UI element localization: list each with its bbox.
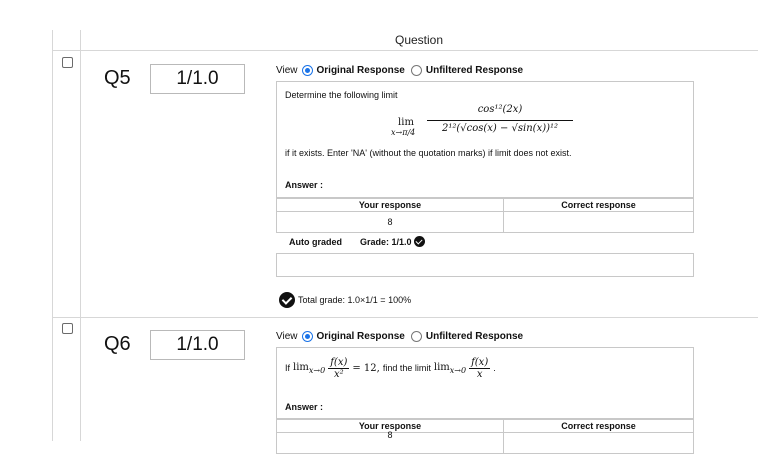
- prompt-if-q6: If: [285, 363, 291, 373]
- view-label: View: [276, 331, 298, 342]
- given-lim-sub: x→0: [308, 365, 326, 375]
- fraction-bar-q5: [427, 120, 573, 121]
- given-numerator: f(x): [330, 356, 348, 368]
- fraction-numerator-q5: cos¹²(2x): [477, 104, 523, 115]
- grade-text-q5: Grade: 1/1.0: [360, 236, 412, 247]
- total-grade-row-q5: [277, 292, 411, 308]
- total-grade-text-q5: Total grade: 1.0×1/1 = 100%: [298, 295, 412, 305]
- your-response-value-q5: 8: [277, 212, 504, 233]
- feedback-field-q5[interactable]: [276, 253, 694, 277]
- given-fraction-q6: [328, 357, 349, 380]
- target-lim-q6: [434, 362, 466, 375]
- view-toggle-q6: [276, 331, 523, 342]
- response-table-q6: [276, 419, 694, 454]
- column-divider-left: [52, 30, 53, 441]
- prompt-note-q5: if it exists. Enter 'NA' (without the quotation marks) if limit does not exist.: [285, 148, 572, 158]
- limit-expression-q5: [393, 104, 573, 142]
- question-box-q6: [276, 347, 694, 419]
- column-divider-right: [80, 30, 81, 441]
- correct-response-value-q5: [504, 212, 694, 233]
- given-lim-text: lim: [293, 361, 309, 373]
- question-number-q5: Q5: [104, 67, 131, 89]
- target-denominator: x: [476, 368, 483, 380]
- target-fraction-q6: [469, 357, 490, 380]
- question-column-header: Question: [394, 33, 444, 47]
- view-toggle-q5: [276, 65, 523, 76]
- your-response-header-q6: Your response: [277, 420, 504, 433]
- score-field-q6[interactable]: 1/1.0: [150, 330, 245, 360]
- given-equals-q6: = 12,: [352, 362, 380, 374]
- target-end-q6: .: [493, 363, 496, 373]
- answer-label-q5: Answer :: [285, 180, 324, 190]
- select-checkbox-q6[interactable]: [62, 323, 73, 334]
- prompt-line-q6: [285, 354, 496, 382]
- your-response-header-q5: Your response: [277, 199, 504, 212]
- prompt-intro-q5: Determine the following limit: [285, 90, 398, 100]
- response-table-q5: [276, 198, 694, 233]
- limit-subscript-q5: x→π/4: [391, 128, 416, 137]
- auto-graded-label: Auto graded: [289, 236, 342, 247]
- question-number-q6: Q6: [104, 333, 131, 355]
- given-denominator: x²: [333, 368, 344, 380]
- question-box-q5: [276, 81, 694, 198]
- grade-row-q5: [289, 236, 425, 247]
- select-checkbox-q5[interactable]: [62, 57, 73, 68]
- radio-original-q6[interactable]: [302, 331, 313, 342]
- correct-response-header-q5: Correct response: [504, 199, 694, 212]
- prompt-mid-q6: find the limit: [382, 363, 431, 373]
- score-field-q5[interactable]: 1/1.0: [150, 64, 245, 94]
- correct-response-header-q6: Correct response: [504, 420, 694, 433]
- option-original-label[interactable]: Original Response: [316, 65, 405, 76]
- check-circle-icon: [279, 292, 295, 308]
- target-lim-text: lim: [433, 361, 450, 373]
- radio-unfiltered-q5[interactable]: [411, 65, 422, 76]
- radio-original-q5[interactable]: [302, 65, 313, 76]
- row-divider: [52, 317, 758, 318]
- view-label: View: [276, 65, 298, 76]
- option-unfiltered-label[interactable]: Unfiltered Response: [425, 331, 524, 342]
- check-circle-icon: [414, 236, 425, 247]
- target-numerator: f(x): [471, 356, 489, 368]
- limit-lim-q5: lim: [398, 117, 414, 128]
- radio-unfiltered-q6[interactable]: [411, 331, 422, 342]
- target-lim-sub: x→0: [449, 365, 467, 375]
- header-divider: [52, 50, 758, 51]
- answer-label-q6: Answer :: [285, 402, 324, 412]
- given-lim-q6: [293, 362, 325, 375]
- correct-response-value-q6: [504, 433, 694, 454]
- option-unfiltered-label[interactable]: Unfiltered Response: [425, 65, 524, 76]
- fraction-denominator-q5: 2¹²(√cos(x) − √sin(x))¹²: [441, 123, 559, 134]
- your-response-value-q6: 8: [277, 433, 504, 454]
- option-original-label[interactable]: Original Response: [316, 331, 405, 342]
